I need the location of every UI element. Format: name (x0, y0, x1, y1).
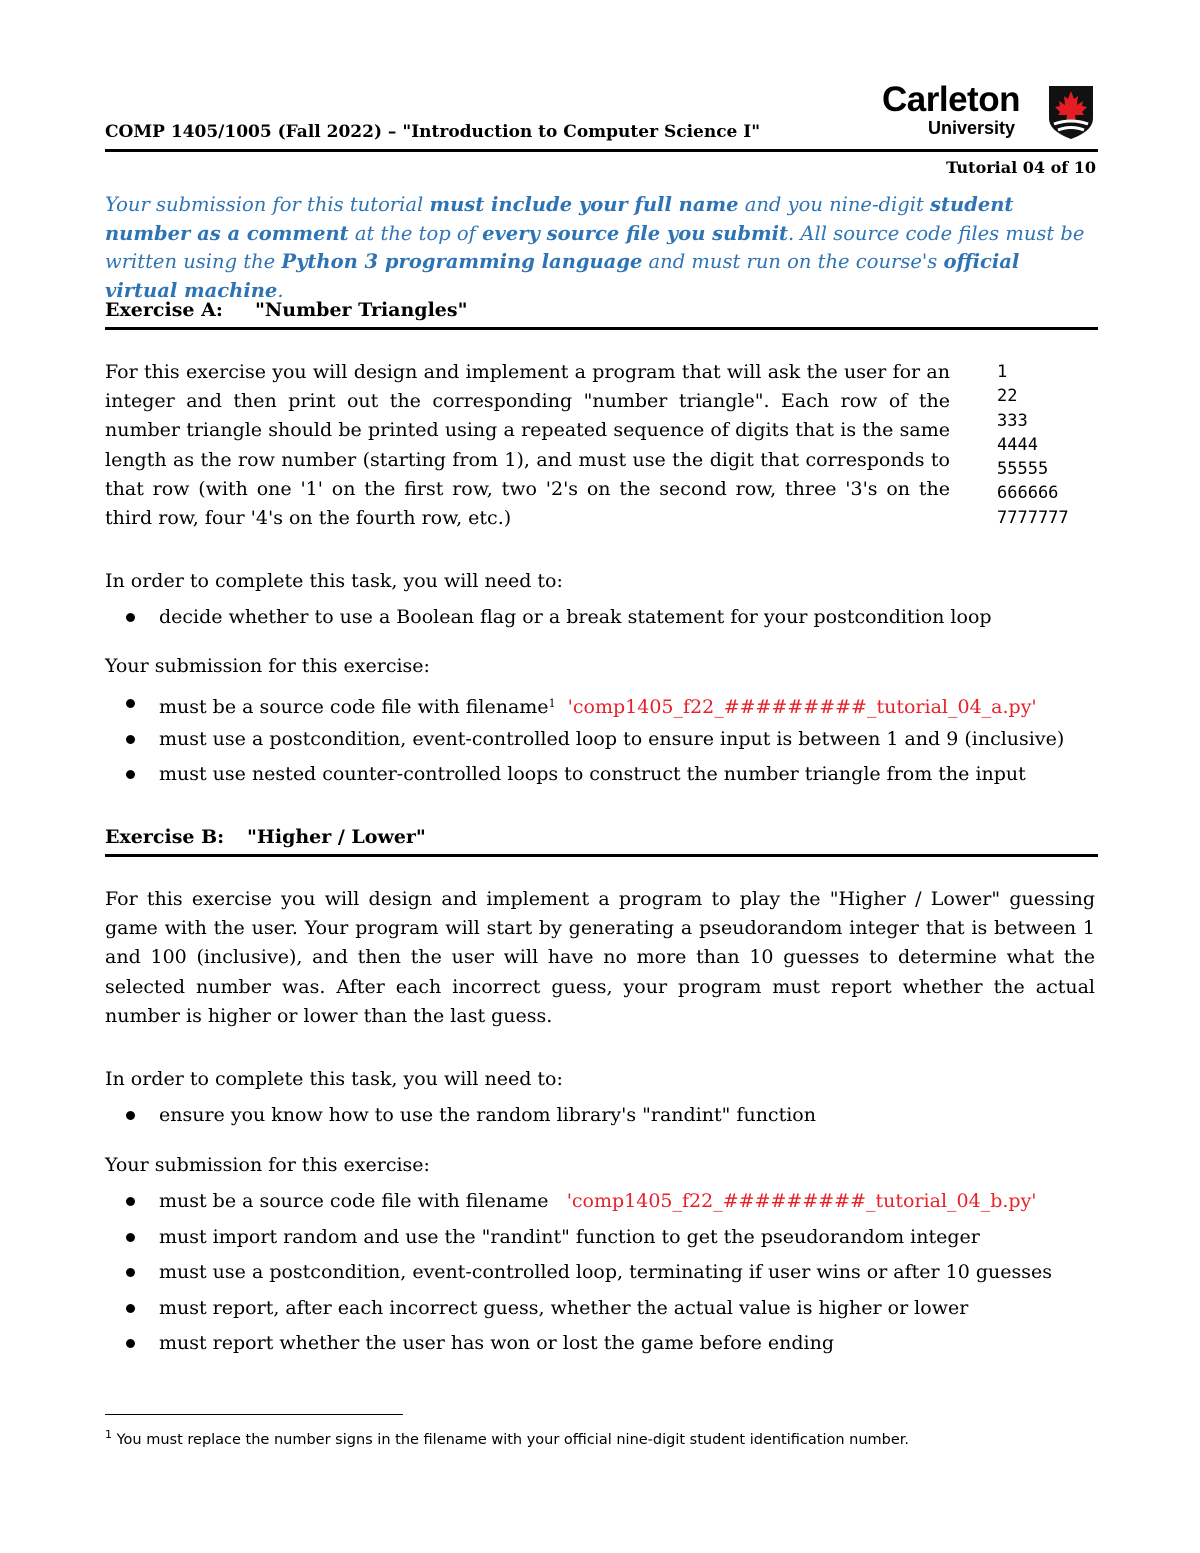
footnote (105, 1428, 909, 1448)
bullet-icon (126, 1233, 135, 1242)
triangle-row: 4444 (997, 434, 1038, 455)
bullet-icon (126, 613, 135, 622)
exercise-b-submission-intro: Your submission for this exercise: (105, 1154, 430, 1176)
filename-a: 'comp1405_f22_#########_tutorial_04_a.py' (567, 696, 1037, 718)
course-title: COMP 1405/1005 (Fall 2022) – "Introduction to Computer Science I" (105, 122, 761, 142)
exercise-b-heading (105, 826, 426, 848)
list-item: must be a source code file with filename 'comp1405_f22_#########_tutorial_04_b.py' (105, 1184, 1052, 1220)
list-item: must be a source code file with filename$^1$ 'comp1405_f22_#########_tutorial_04_a.py' (105, 686, 1064, 722)
exercise-a-submission-list (105, 686, 1064, 793)
exercise-a-need-intro: In order to complete this task, you will need to: (105, 570, 563, 592)
tutorial-number: Tutorial 04 of 10 (946, 158, 1096, 177)
list-item: must import random and use the "randint" function to get the pseudorandom integer (105, 1220, 1052, 1256)
triangle-row: 55555 (997, 459, 1049, 480)
logo-word-carleton: Carleton (882, 80, 1020, 119)
triangle-row: 7777777 (997, 507, 1069, 528)
triangle-row: 22 (997, 386, 1018, 407)
exercise-b-submission-list (105, 1184, 1052, 1362)
footnote-ref: 1 (548, 697, 556, 710)
triangle-row: 333 (997, 410, 1028, 431)
submission-instructions: Your submission for this tutorial must include your full name and you nine-digit student number as a comment at the top of every source file you submit. All source code files must be written using the Python 3 programming language and must run on the course's official virtual machine. (105, 193, 1085, 302)
bullet-icon (126, 1268, 135, 1277)
bullet-icon (126, 1304, 135, 1313)
exercise-b-need-list (105, 1098, 816, 1134)
exercise-a-heading (105, 299, 467, 321)
triangle-row: 1 (997, 362, 1008, 382)
exercise-b-rule (105, 854, 1098, 857)
exercise-a-label: Exercise A: (105, 299, 223, 321)
bullet-icon (126, 1111, 135, 1120)
list-item: must use a postcondition, event-controlled loop to ensure input is between 1 and 9 (inclusive) (105, 722, 1064, 758)
exercise-a-rule (105, 327, 1098, 330)
filename-b: 'comp1405_f22_#########_tutorial_04_b.py' (566, 1190, 1037, 1212)
exercise-b-label: Exercise B: (105, 826, 225, 848)
list-item: must report, after each incorrect guess, whether the actual value is higher or lower (105, 1291, 1052, 1327)
exercise-b-need-intro: In order to complete this task, you will need to: (105, 1068, 563, 1090)
bullet-icon (126, 1339, 135, 1348)
exercise-b-title: "Higher / Lower" (247, 826, 426, 848)
carleton-logo (882, 80, 1097, 144)
footnote-mark: 1 (105, 1428, 112, 1441)
bullet-icon (126, 770, 135, 779)
number-triangle-example (997, 360, 1069, 530)
list-item: decide whether to use a Boolean flag or a break statement for your postcondition loop (105, 600, 992, 636)
footnote-separator (105, 1414, 403, 1415)
exercise-a-title: "Number Triangles" (255, 299, 468, 321)
footnote-text: You must replace the number signs in the filename with your official nine-digit student identification number. (116, 1432, 910, 1448)
list-item: must report whether the user has won or lost the game before ending (105, 1326, 1052, 1362)
triangle-row: 666666 (997, 483, 1059, 504)
bullet-icon (126, 735, 135, 744)
exercise-b-description: For this exercise you will design and implement a program to play the "Higher / Lower" guessing game with the user. Your program will start by generating a pseudorandom integer that is between 1 and 100 (inclusive), and then the user will have no more than 10 guesses to determine what the selected number was. After each incorrect guess, your program must report whether the actual number is higher or lower than the last guess. (105, 888, 1095, 1027)
exercise-a-description: For this exercise you will design and implement a program that will ask the user for an integer and then print out the corresponding "number triangle". Each row of the number triangle should be printed using a repeated sequence of digits that is the same length as the row number (starting from 1), and must use the digit that corresponds to that row (with one '1' on the first row, two '2's on the second row, three '3's on the third row, four '4's on the fourth row, etc.) (105, 361, 950, 530)
list-item: must use nested counter-controlled loops to construct the number triangle from the input (105, 757, 1064, 793)
list-item: must use a postcondition, event-controlled loop, terminating if user wins or after 10 guesses (105, 1255, 1052, 1291)
logo-word-university: University (928, 118, 1016, 138)
header-rule (105, 149, 1098, 152)
exercise-a-submission-intro: Your submission for this exercise: (105, 655, 430, 677)
maple-leaf-shield-icon (1046, 84, 1096, 140)
bullet-icon (126, 699, 135, 708)
list-item: ensure you know how to use the random library's "randint" function (105, 1098, 816, 1134)
bullet-icon (126, 1197, 135, 1206)
exercise-a-need-list (105, 600, 992, 636)
